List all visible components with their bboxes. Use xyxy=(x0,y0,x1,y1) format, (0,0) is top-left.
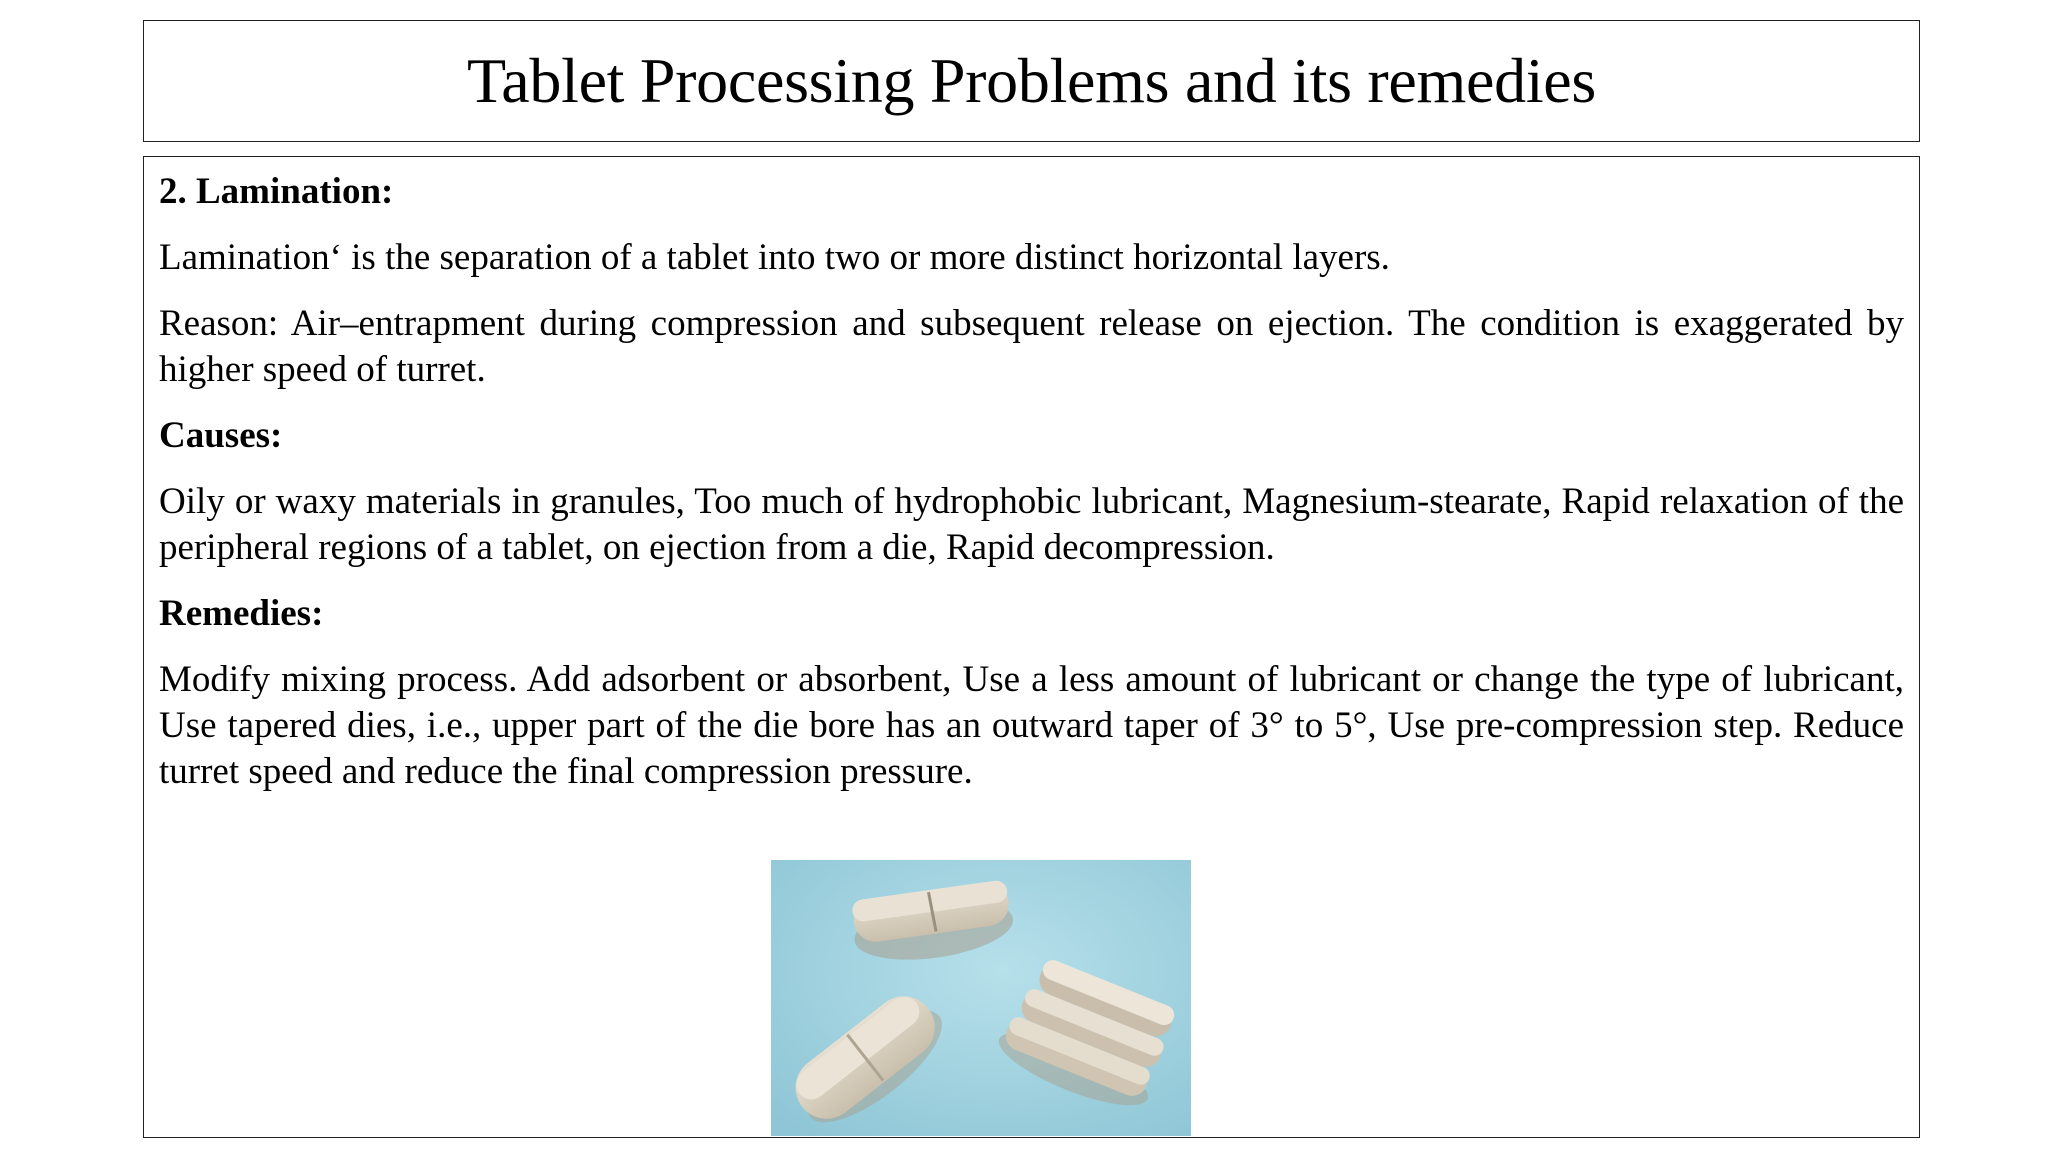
definition-text: Lamination‘ is the separation of a tablet into two or more distinct horizontal layers. xyxy=(159,237,1390,278)
reason-text: Reason: Air–entrapment during compression and subsequent release on ejection. The condition is exaggerated by higher speed of turret. xyxy=(159,303,1904,390)
remedies-text: Modify mixing process. Add adsorbent or absorbent, Use a less amount of lubricant or change the type of lubricant, Use tapered dies, i.e., upper part of the die bore has an outward taper of 3° to 5°, Use pre-compression step. Reduce turret speed and reduce the final compression pressure. xyxy=(159,659,1904,792)
slide-title: Tablet Processing Problems and its remedies xyxy=(466,45,1597,116)
tablets-illustration xyxy=(771,860,1191,1136)
remedies-heading: Remedies: xyxy=(159,593,324,634)
causes-heading: Causes: xyxy=(159,415,283,456)
section-heading: 2. Lamination: xyxy=(159,171,394,212)
title-box xyxy=(143,20,1920,142)
causes-text: Oily or waxy materials in granules, Too much of hydrophobic lubricant, Magnesium-stearate, Rapid relaxation of the peripheral regions of a tablet, on ejection from a die, Rapid decompression. xyxy=(159,481,1904,568)
laminated-tablets-photo xyxy=(771,860,1191,1136)
